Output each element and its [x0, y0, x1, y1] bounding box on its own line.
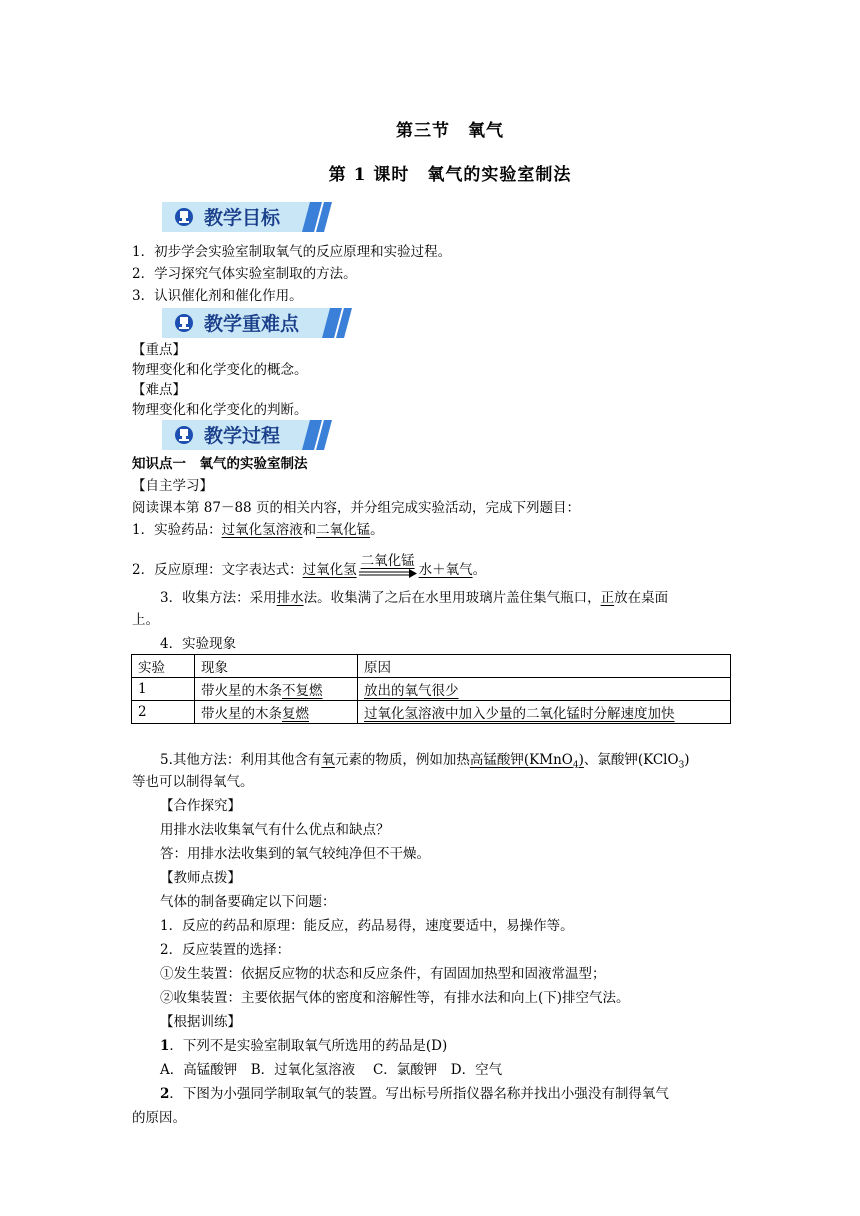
trophy-icon	[175, 314, 193, 332]
reason-answer: 放出的氧气很少	[364, 683, 459, 699]
table-cell	[195, 678, 358, 701]
intro-text: 阅读课本第 87－88 页的相关内容，并分组完成实验活动，完成下列题目：	[132, 500, 580, 516]
teacher-line: 气体的制备要确定以下问题：	[160, 894, 336, 910]
question-number: 1	[160, 1038, 170, 1054]
item-1	[132, 520, 384, 540]
table-cell: 1	[132, 678, 195, 701]
kclo3-subscript: 3	[678, 760, 685, 771]
lesson-title: 第 1 课时 氧气的实验室制法	[328, 165, 572, 185]
key-point-label: 【重点】	[132, 342, 186, 358]
item-5-a: 5.其他方法：利用其他含有	[160, 752, 322, 768]
table-row	[132, 701, 731, 724]
item-3-cont: 上。	[132, 612, 159, 628]
goal-item: 2．学习探究气体实验室制取的方法。	[132, 266, 357, 282]
question-2	[160, 1084, 669, 1104]
phenomenon-text: 带火星的木条	[201, 706, 282, 722]
teacher-line: 1．反应的药品和原理：能反应，药品易得，速度要适中，易操作等。	[160, 918, 574, 934]
table-header: 原因	[358, 655, 731, 678]
practice-label: 【根据训练】	[160, 1014, 241, 1030]
item-4: 4．实验现象	[160, 636, 237, 652]
item-3-a: 3．收集方法：采用	[160, 590, 277, 606]
banner-teaching-process	[162, 418, 338, 452]
answer-hydrogen-peroxide: 过氧化氢溶液	[221, 522, 303, 538]
arrow-icon	[359, 569, 417, 579]
question-2-cont: 的原因。	[132, 1110, 186, 1126]
coop-label: 【合作探究】	[160, 798, 241, 814]
goal-item: 1．初步学会实验室制取氧气的反应原理和实验过程。	[132, 244, 452, 260]
banner-key-points	[162, 306, 358, 340]
trophy-icon	[175, 426, 193, 444]
teacher-line: ①发生装置：依据反应物的状态和反应条件，有固固加热型和固液常温型；	[160, 966, 606, 982]
key-point-text: 物理变化和化学变化的概念。	[132, 362, 308, 378]
table-row	[132, 678, 731, 701]
answer-kmno4	[469, 752, 584, 771]
teacher-line: 2．反应装置的选择：	[160, 942, 291, 958]
item-1-prefix: 1．实验药品：	[132, 522, 222, 538]
coop-answer: 答：用排水法收集到的氧气较纯净但不干燥。	[160, 846, 430, 862]
products: 水＋氧气	[418, 562, 473, 578]
question-text: ．下图为小强同学制取氧气的装置。写出标号所指仪器名称并找出小强没有制得氧气	[169, 1086, 669, 1102]
answer-upright: 正	[600, 590, 615, 606]
item-3	[160, 588, 668, 608]
question-number: 2	[160, 1086, 170, 1102]
table-cell	[358, 678, 731, 701]
item-2-end: 。	[472, 562, 487, 578]
banner-teaching-goals	[162, 200, 338, 234]
item-5-b: 元素的物质，例如加热	[334, 752, 470, 768]
table-header-row	[132, 655, 731, 678]
teacher-line: ②收集装置：主要依据气体的密度和溶解性等，有排水法和向上(下)排空气法。	[160, 990, 630, 1006]
item-1-and: 和	[302, 522, 317, 538]
kmno4-subscript: 4	[572, 760, 579, 771]
phenomenon-text: 带火星的木条	[201, 683, 282, 699]
reactant: 过氧化氢	[302, 562, 357, 578]
section-title: 第三节 氧气	[396, 121, 504, 141]
self-study-label: 【自主学习】	[132, 478, 213, 494]
table-cell	[195, 701, 358, 724]
answer-manganese-dioxide: 二氧化锰	[316, 522, 371, 538]
trophy-icon	[175, 208, 193, 226]
difficult-point-label: 【难点】	[132, 382, 186, 398]
teacher-label: 【教师点拨】	[160, 870, 241, 886]
item-5-cont: 等也可以制得氧气。	[132, 774, 254, 790]
item-2	[132, 553, 487, 580]
banner-process-label: 教学过程	[204, 425, 281, 447]
coop-question: 用排水法收集氧气有什么优点和缺点？	[160, 822, 390, 838]
phenomenon-answer: 复燃	[282, 706, 309, 722]
table-header: 现象	[195, 655, 358, 678]
phenomenon-answer: 不复燃	[282, 683, 323, 699]
item-3-b: 法。收集满了之后在水里用玻璃片盖住集气瓶口，	[303, 590, 601, 606]
question-1-options: A．高锰酸钾 B．过氧化氢溶液 C．氯酸钾 D．空气	[160, 1062, 503, 1078]
item-5-c: 、氯酸钾(KClO	[583, 752, 679, 768]
table-cell	[358, 701, 731, 724]
item-2-prefix: 2．反应原理：文字表达式：	[132, 562, 303, 578]
phenomena-table	[131, 654, 731, 724]
answer-oxygen-element: 氧	[321, 752, 335, 768]
banner-goals-label: 教学目标	[204, 207, 281, 229]
table-header: 实验	[132, 655, 195, 678]
goal-item: 3．认识催化剂和催化作用。	[132, 288, 303, 304]
answer-water-displacement: 排水	[276, 590, 304, 606]
item-1-end: 。	[370, 522, 384, 538]
catalyst-label: 二氧化锰	[360, 553, 415, 569]
banner-key-label: 教学重难点	[204, 313, 300, 335]
kmno4-end: )	[578, 752, 584, 768]
question-1	[160, 1036, 447, 1056]
kclo3-end: )	[684, 752, 690, 768]
table-cell: 2	[132, 701, 195, 724]
question-text: ．下列不是实验室制取氧气所选用的药品是(D)	[169, 1038, 448, 1054]
item-3-c: 放在桌面	[614, 590, 669, 606]
knowledge-heading: 知识点一 氧气的实验室制法	[132, 456, 308, 472]
difficult-point-text: 物理变化和化学变化的判断。	[132, 402, 308, 418]
kmno4-text: 高锰酸钾(KMnO	[469, 752, 573, 768]
reaction-arrow	[357, 553, 419, 580]
reason-answer: 过氧化氢溶液中加入少量的二氧化锰时分解速度加快	[364, 706, 675, 722]
